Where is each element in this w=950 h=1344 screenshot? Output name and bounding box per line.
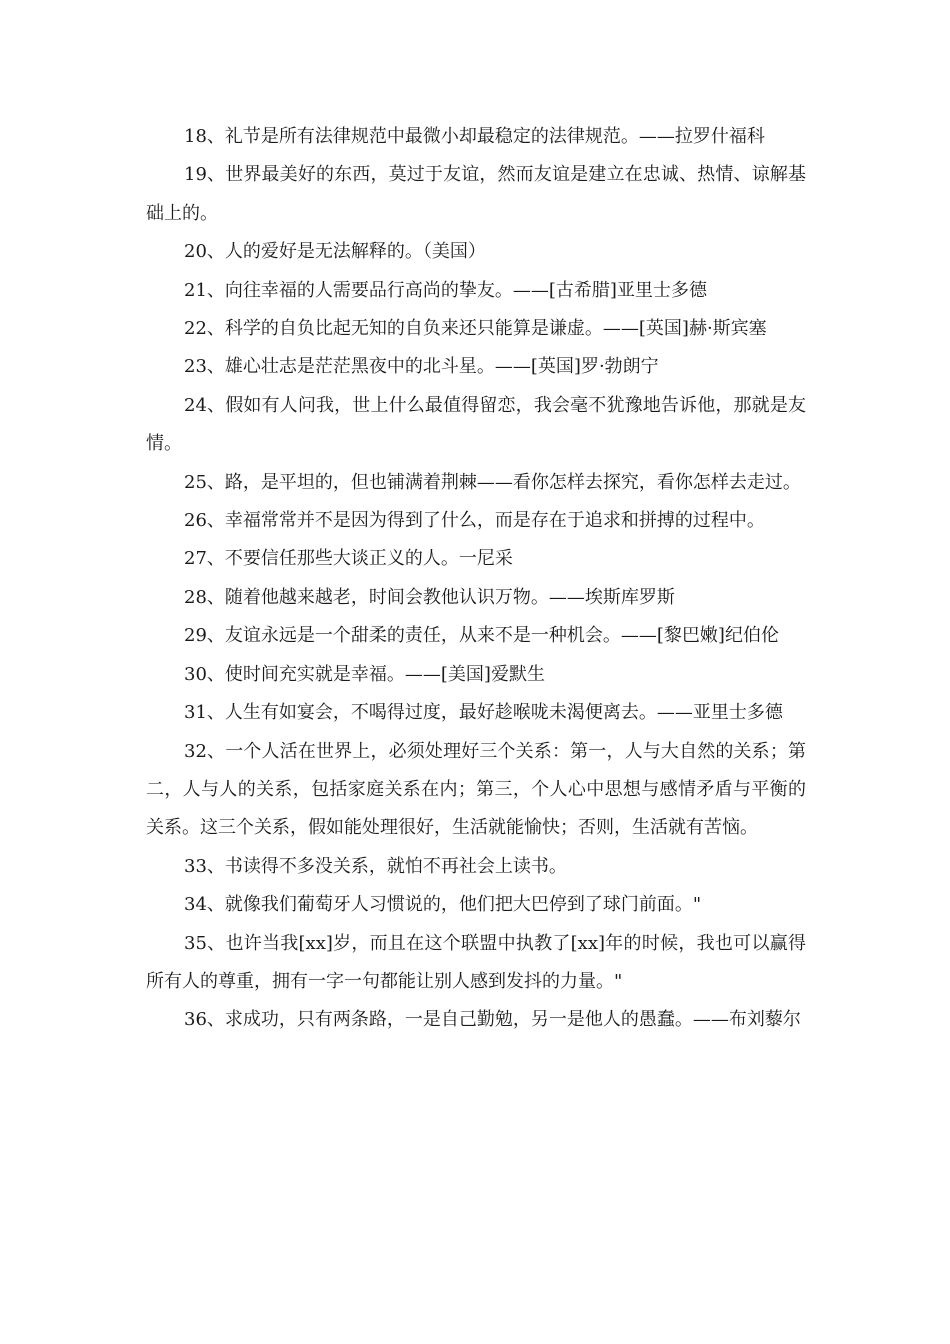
- quote-paragraph-29: 29、友谊永远是一个甜柔的责任，从来不是一种机会。——[黎巴嫩]纪伯伦: [184, 625, 779, 647]
- quote-paragraph-32: 32、一个人活在世界上，必须处理好三个关系：第一，人与大自然的关系；第二，人与人的关系，包括家庭关系在内；第三，个人心中思想与感情矛盾与平衡的关系。这三个关系，假如能处理很好，生活就能愉快；否则，生活就有苦恼。: [146, 740, 806, 839]
- quote-paragraph-31: 31、人生有如宴会，不喝得过度，最好趁喉咙未渴便离去。——亚里士多德: [184, 702, 783, 724]
- quote-paragraph-21: 21、向往幸福的人需要品行高尚的挚友。——[古希腊]亚里士多德: [184, 279, 707, 301]
- quote-paragraph-18: 18、礼节是所有法律规范中最微小却最稳定的法律规范。——拉罗什福科: [184, 126, 765, 147]
- quote-paragraph-23: 23、雄心壮志是茫茫黑夜中的北斗星。——[英国]罗·勃朗宁: [184, 356, 659, 378]
- quote-paragraph-33: 33、书读得不多没关系，就怕不再社会上读书。: [184, 855, 567, 877]
- quote-paragraph-22: 22、科学的自负比起无知的自负来还只能算是谦虚。——[英国]赫·斯宾塞: [184, 318, 767, 340]
- quote-paragraph-34: 34、就像我们葡萄牙人习惯说的，他们把大巴停到了球门前面。": [184, 894, 702, 916]
- quote-paragraph-25: 25、路，是平坦的，但也铺满着荆棘——看你怎样去探究，看你怎样去走过。: [184, 471, 801, 493]
- quote-paragraph-35: 35、也许当我[xx]岁，而且在这个联盟中执教了[xx]年的时候，我也可以赢得所有人的尊重，拥有一字一句都能让别人感到发抖的力量。": [146, 932, 806, 992]
- quote-paragraph-19: 19、世界最美好的东西，莫过于友谊，然而友谊是建立在忠诚、热情、谅解基础上的。: [146, 164, 806, 224]
- quote-paragraph-26: 26、幸福常常并不是因为得到了什么，而是存在于追求和拼搏的过程中。: [184, 510, 765, 532]
- quote-paragraph-20: 20、人的爱好是无法解释的。（美国）: [184, 241, 486, 263]
- document-body: [146, 118, 806, 1040]
- quote-paragraph-30: 30、使时间充实就是幸福。——[美国]爱默生: [184, 663, 545, 685]
- quote-paragraph-24: 24、假如有人问我，世上什么最值得留恋，我会毫不犹豫地告诉他，那就是友情。: [146, 394, 806, 455]
- quote-paragraph-36: 36、求成功，只有两条路，一是自己勤勉，另一是他人的愚蠢。——布刘藜尔: [184, 1009, 801, 1031]
- quote-paragraph-27: 27、不要信任那些大谈正义的人。一尼采: [184, 548, 513, 570]
- quote-paragraph-28: 28、随着他越来越老，时间会教他认识万物。——埃斯库罗斯: [184, 586, 675, 608]
